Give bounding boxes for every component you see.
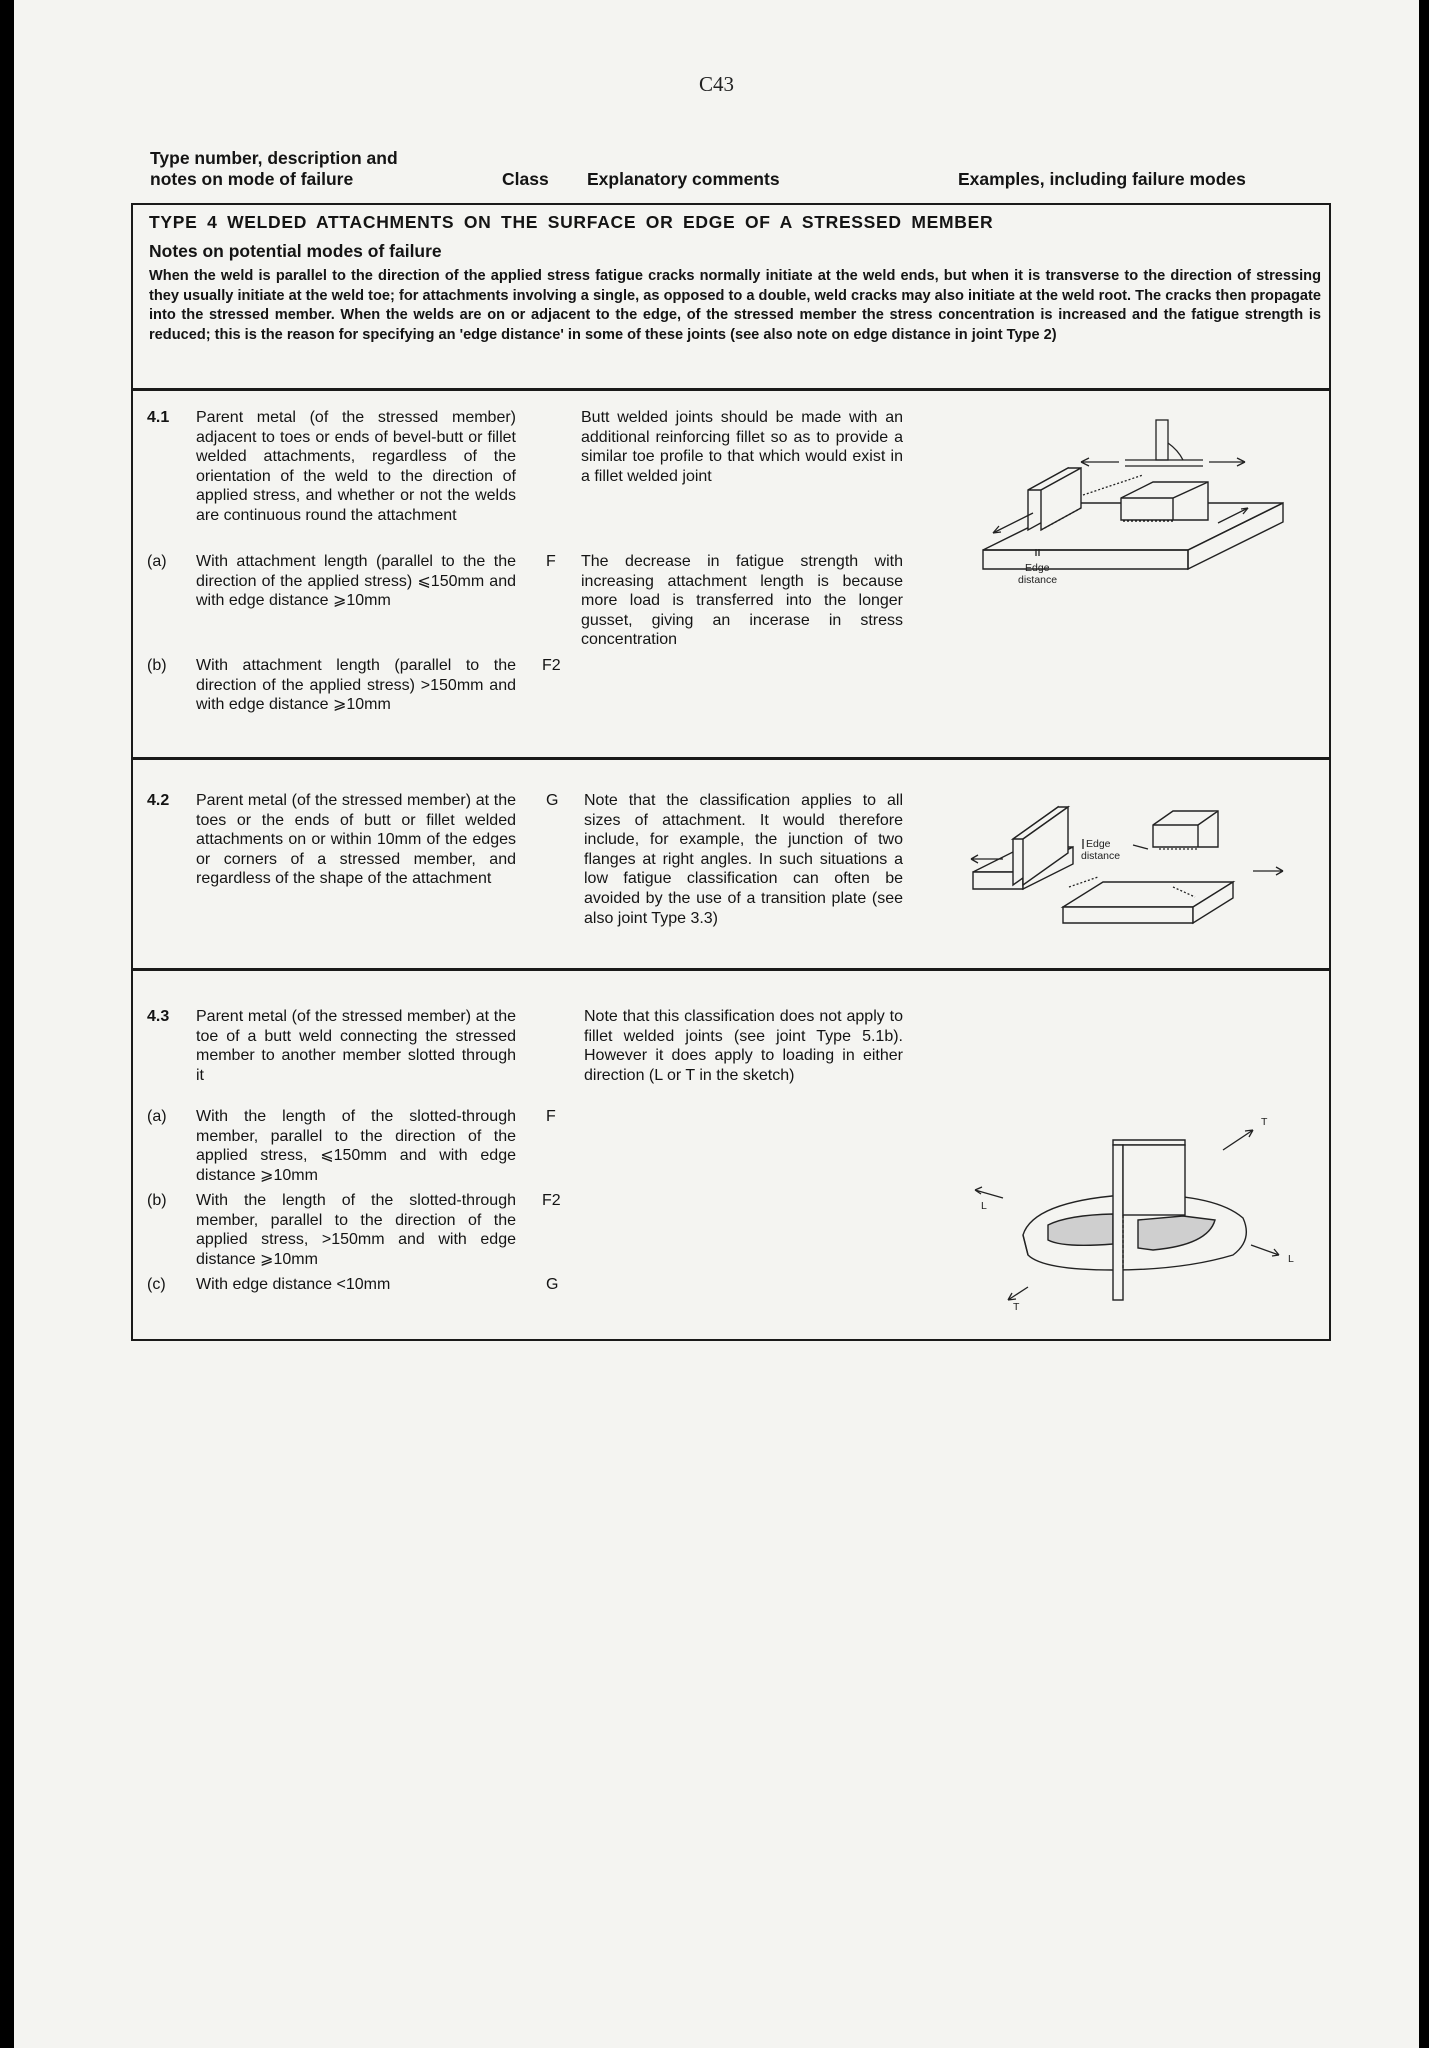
figure-label: L (981, 1200, 987, 1212)
figure-4-1-attachment-right (1121, 482, 1208, 521)
sub-label: (b) (147, 1192, 167, 1209)
figure-label: distance (1081, 850, 1121, 862)
column-header-comments: Explanatory comments (587, 169, 780, 189)
joint-comment: The decrease in fatigue strength with increasing attachment length is because more load is transferred into the longer gusset, giving an incerase in stress concentration (581, 553, 903, 649)
column-header-examples: Examples, including failure modes (958, 169, 1246, 189)
column-header-class: Class (502, 169, 549, 189)
class-value: F (546, 1108, 556, 1125)
sub-description: With attachment length (parallel to the the direction of the applied stress) ⩽150mm and with edge distance ⩾10mm (196, 553, 516, 610)
figure-4-1 (973, 405, 1323, 655)
joint-description: Parent metal (of the stressed member) at the toe of a butt weld connecting the stressed member to another member slotted through it (196, 1008, 516, 1084)
sub-description: With the length of the slotted-through member, parallel to the direction of the applied stress, ⩽150mm and with edge distance ⩾10mm (196, 1108, 516, 1184)
class-value: G (546, 1276, 559, 1293)
page-number: C43 (698, 72, 734, 96)
figure-label: T (1013, 1301, 1020, 1313)
class-value: F (546, 553, 556, 570)
joint-description: Parent metal (of the stressed member) adjacent to toes or ends of bevel-butt or fillet welded attachments, regardless of the orientation of the weld to the direction of applied stress, and whether or not the welds are continuous round the attachment (196, 409, 516, 524)
sub-label: (a) (147, 553, 167, 570)
figure-4-2 (963, 777, 1323, 927)
joint-comment: Note that this classification does not apply to fillet welded joints (see joint Type 5.1b). However it does apply to loading in either direction (L or T in the sketch) (584, 1008, 903, 1084)
type-4-table (131, 203, 1331, 1341)
joint-comment: Note that the classification applies to all sizes of attachment. It would therefore include, for example, the junction of two flanges at right angles. In such situations a low fatigue classification can often be avoided by the use of a transition plate (see also joint Type 3.3) (584, 792, 903, 927)
class-value: G (546, 792, 559, 809)
sub-label: (a) (147, 1108, 167, 1125)
notes-title: Notes on potential modes of failure (149, 241, 442, 261)
joint-number: 4.2 (147, 792, 170, 809)
joint-number: 4.3 (147, 1008, 170, 1025)
figure-label: T (1261, 1116, 1268, 1128)
document-page (14, 0, 1419, 2048)
sub-description: With the length of the slotted-through member, parallel to the direction of the applied stress, >150mm and with edge distance ⩾10mm (196, 1192, 516, 1268)
sub-description: With edge distance <10mm (196, 1276, 391, 1293)
figure-label: Edge (1086, 838, 1111, 850)
row-divider (133, 388, 1329, 391)
figure-label: L (1288, 1253, 1294, 1265)
class-value: F2 (542, 1192, 561, 1209)
column-header-type: Type number, description and notes on mode of failure (150, 148, 398, 189)
joint-comment: Butt welded joints should be made with an additional reinforcing fillet so as to provide a similar toe profile to that which would exist in a fillet welded joint (581, 409, 903, 485)
section-title: TYPE 4 WELDED ATTACHMENTS ON THE SURFACE OR EDGE OF A STRESSED MEMBER (149, 212, 994, 232)
row-divider (133, 757, 1329, 760)
figure-label: distance (1018, 574, 1058, 586)
sub-label: (c) (147, 1276, 166, 1293)
sub-label: (b) (147, 657, 167, 674)
figure-4-3 (953, 1110, 1323, 1313)
joint-description: Parent metal (of the stressed member) at the toes or the ends of butt or fillet welded attachments on or within 10mm of the edges or corners of a stressed member, and regardless of the shape of the attachment (196, 792, 516, 888)
row-divider (133, 968, 1329, 971)
joint-number: 4.1 (147, 409, 170, 426)
notes-body: When the weld is parallel to the direction of the applied stress fatigue cracks normally initiate at the weld ends, but when it is transverse to the direction of stressing they usually initiate at the weld toe; for attachments involving a single, as opposed to a double, weld cracks may also initiate at the weld root. The cracks then propagate into the stressed member. When the welds are on or adjacent to the edge, of the stressed member the stress concentration is increased and the fatigue strength is reduced; this is the reason for specifying an 'edge distance' in some of these joints (see also note on edge distance in joint Type 2) (149, 268, 1321, 343)
sub-description: With attachment length (parallel to the direction of the applied stress) >150mm and with edge distance ⩾10mm (196, 657, 516, 714)
class-value: F2 (542, 657, 561, 674)
figure-label: Edge (1025, 562, 1050, 574)
